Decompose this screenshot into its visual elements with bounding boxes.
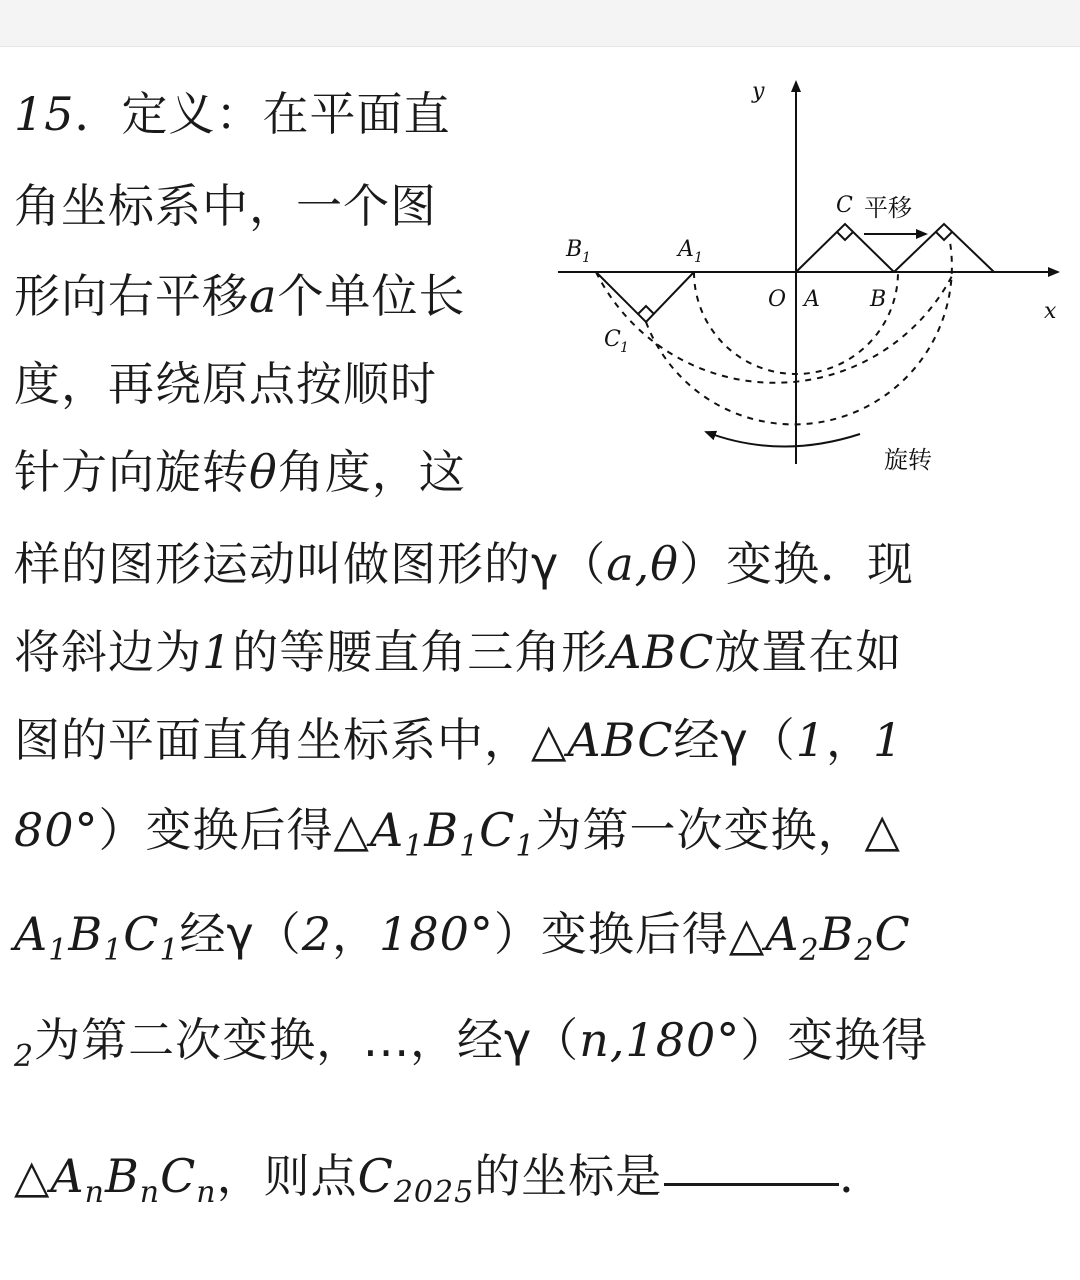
problem-line-9: 80°）变换后得$\triangle A_1B_1C_1$为第一次变换，△	[14, 803, 901, 864]
label-rotate: 旋转	[884, 446, 932, 474]
problem-number: 15	[14, 87, 75, 141]
triangle-abc	[796, 224, 894, 272]
answer-blank[interactable]	[664, 1183, 839, 1186]
label-y: y	[752, 79, 765, 104]
label-c1-sub: 1	[620, 340, 629, 356]
problem-line-5: 针方向旋转θ角度，这	[14, 445, 466, 499]
label-c1: C	[604, 327, 621, 352]
label-a1-sub: 1	[694, 250, 703, 266]
triangle-translated	[894, 224, 994, 272]
right-angle-translated	[936, 232, 952, 240]
problem-line-6: 样的图形运动叫做图形的γ（a,θ）变换．现	[14, 537, 914, 591]
label-b1: B	[566, 237, 583, 262]
problem-line-3: 形向右平移a个单位长	[14, 269, 466, 323]
problem-line-10: $A_1B_1C_1$经γ（2，180°）变换后得$\triangle A_2B_2C$	[14, 907, 911, 968]
label-a1: A	[678, 237, 694, 262]
problem-line-8: 图的平面直角坐标系中，△ABC经γ（1，1	[14, 713, 904, 767]
problem-line-2: 角坐标系中，一个图	[14, 179, 437, 233]
label-b: B	[870, 287, 887, 312]
coordinate-figure	[540, 62, 1080, 502]
problem-line-1: 15．定义：在平面直	[14, 87, 451, 141]
label-a: A	[804, 287, 820, 312]
right-angle-c	[837, 232, 853, 240]
problem-line-11: $_2$为第二次变换，...，经γ（n,180°）变换得	[14, 1013, 929, 1074]
problem-line-7: 将斜边为1的等腰直角三角形ABC放置在如	[14, 625, 903, 679]
label-x: x	[1044, 299, 1057, 324]
rotation-arrow	[706, 432, 860, 447]
problem-line-4: 度，再绕原点按顺时	[14, 357, 437, 411]
label-b1-sub: 1	[582, 250, 591, 266]
right-angle-c1	[638, 306, 654, 314]
label-c: C	[836, 193, 853, 218]
problem-line-12: $\triangle A_nB_nC_n$，则点$C_{2025}$的坐标是 ．	[14, 1149, 887, 1210]
label-o: O	[768, 287, 787, 312]
label-translate: 平移	[864, 194, 912, 222]
top-bar	[0, 0, 1080, 47]
